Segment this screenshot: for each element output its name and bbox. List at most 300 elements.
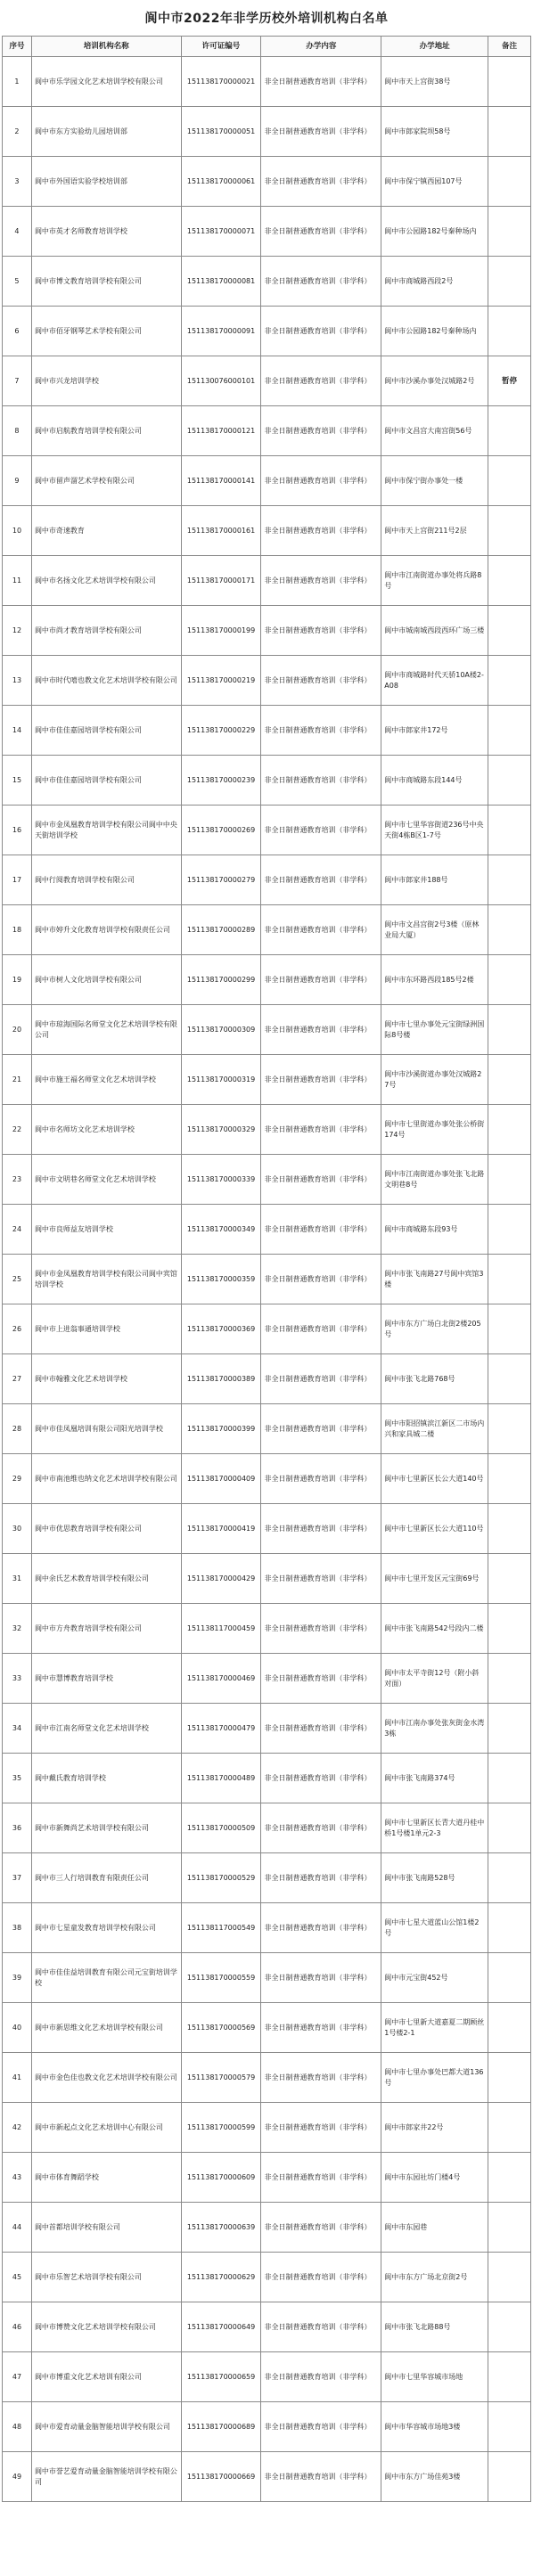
row-index: 30 — [3, 1504, 32, 1554]
address-cell: 阆中市商城路东段144号 — [381, 756, 488, 806]
row-index: 4 — [3, 207, 32, 257]
note-cell — [488, 2203, 531, 2253]
address-cell: 阆中市文昌宫大南宫街56号 — [381, 406, 488, 456]
note-cell — [488, 157, 531, 207]
org-name-cell: 阆中市七星童发教育培训学校有限公司 — [31, 1903, 181, 1953]
license-no-cell: 151138170000389 — [181, 1354, 261, 1404]
row-index: 39 — [3, 1953, 32, 2003]
license-no-cell: 151138170000219 — [181, 656, 261, 706]
org-name-cell: 阆中市爱育动量金脑智能培训学校有限公司 — [31, 2402, 181, 2452]
note-cell — [488, 406, 531, 456]
note-cell — [488, 1205, 531, 1255]
whitelist-table — [2, 36, 531, 2502]
org-name-cell: 阆中市时代嘻也教文化艺术培训学校有限公司 — [31, 656, 181, 706]
license-no-cell: 151138170000479 — [181, 1704, 261, 1754]
note-cell — [488, 207, 531, 257]
row-index: 1 — [3, 57, 32, 107]
license-no-cell: 151138170000269 — [181, 806, 261, 855]
note-cell — [488, 1504, 531, 1554]
row-index: 28 — [3, 1404, 32, 1454]
content-cell: 非全日制普通教育培训（非学科） — [261, 1205, 381, 1255]
row-index: 9 — [3, 456, 32, 506]
license-no-cell: 151138170000609 — [181, 2153, 261, 2203]
org-name-cell: 阆中市名师坊文化艺术培训学校 — [31, 1105, 181, 1155]
address-cell: 阆中市七里新区长青大道丹桂中桥1号楼1单元2-3 — [381, 1803, 488, 1853]
org-name-cell: 阆中市婷升文化教育培训学校有限责任公司 — [31, 905, 181, 955]
row-index: 37 — [3, 1853, 32, 1903]
org-name-cell: 阆中市金凤凰教育培训学校有限公司阆中中央天街培训学校 — [31, 806, 181, 855]
license-no-cell: 151138170000659 — [181, 2352, 261, 2402]
content-cell: 非全日制普通教育培训（非学科） — [261, 1754, 381, 1803]
table-row — [3, 2153, 531, 2203]
note-cell — [488, 2103, 531, 2153]
table-row — [3, 1953, 531, 2003]
note-cell — [488, 1654, 531, 1704]
org-name-cell: 阆中市博重文化艺术培训有限公司 — [31, 2352, 181, 2402]
table-row — [3, 356, 531, 406]
address-cell: 阆中市郎家井188号 — [381, 855, 488, 905]
note-cell — [488, 2402, 531, 2452]
row-index: 36 — [3, 1803, 32, 1853]
license-no-cell: 151138170000319 — [181, 1055, 261, 1105]
row-index: 35 — [3, 1754, 32, 1803]
address-cell: 阆中市东园巷 — [381, 2203, 488, 2253]
org-name-cell: 阆中市良师益友培训学校 — [31, 1205, 181, 1255]
table-row — [3, 656, 531, 706]
org-name-cell: 阆中市兴龙培训学校 — [31, 356, 181, 406]
note-cell — [488, 2253, 531, 2302]
org-name-cell: 阆中市方舟教育培训学校有限公司 — [31, 1604, 181, 1654]
content-cell: 非全日制普通教育培训（非学科） — [261, 207, 381, 257]
table-row — [3, 2253, 531, 2302]
note-cell — [488, 806, 531, 855]
content-cell: 非全日制普通教育培训（非学科） — [261, 2003, 381, 2053]
table-row — [3, 1903, 531, 1953]
content-cell: 非全日制普通教育培训（非学科） — [261, 1255, 381, 1304]
address-cell: 阆中市张飞南路528号 — [381, 1853, 488, 1903]
license-no-cell: 151138170000629 — [181, 2253, 261, 2302]
note-cell — [488, 257, 531, 307]
content-cell: 非全日制普通教育培训（非学科） — [261, 1454, 381, 1504]
content-cell: 非全日制普通教育培训（非学科） — [261, 1903, 381, 1953]
row-index: 26 — [3, 1304, 32, 1354]
org-name-cell: 阆中市佳佳益培训教育有限公司元宝街培训学校 — [31, 1953, 181, 2003]
address-cell: 阆中市江南办事处张灰街金水湾3栋 — [381, 1704, 488, 1754]
address-cell: 阆中市江南街道办事处张飞北路文明巷8号 — [381, 1155, 488, 1205]
license-no-cell: 151138170000689 — [181, 2402, 261, 2452]
address-cell: 阆中市东园社坊门楼4号 — [381, 2153, 488, 2203]
row-index: 22 — [3, 1105, 32, 1155]
address-cell: 阆中市保宁镇西园107号 — [381, 157, 488, 207]
note-cell — [488, 756, 531, 806]
org-name-cell: 阆中市佳佳嘉园培训学校有限公司 — [31, 706, 181, 756]
row-index: 40 — [3, 2003, 32, 2053]
org-name-cell: 阆中市博赞文化艺术培训学校有限公司 — [31, 2302, 181, 2352]
content-cell: 非全日制普通教育培训（非学科） — [261, 57, 381, 107]
note-cell — [488, 606, 531, 656]
table-row — [3, 1304, 531, 1354]
org-name-cell: 阆中市优思教育培训学校有限公司 — [31, 1504, 181, 1554]
row-index: 10 — [3, 506, 32, 556]
org-name-cell: 阆中市留声溜艺术学校有限公司 — [31, 456, 181, 506]
org-name-cell: 阆中市树人文化培训学校有限公司 — [31, 955, 181, 1005]
address-cell: 阆中市保宁街办事处一楼 — [381, 456, 488, 506]
note-cell — [488, 2302, 531, 2352]
table-row — [3, 1803, 531, 1853]
content-cell: 非全日制普通教育培训（非学科） — [261, 1504, 381, 1554]
table-row — [3, 456, 531, 506]
license-no-cell: 151138170000489 — [181, 1754, 261, 1803]
note-cell — [488, 1005, 531, 1055]
table-row — [3, 1155, 531, 1205]
license-no-cell: 151138170000649 — [181, 2302, 261, 2352]
content-cell: 非全日制普通教育培训（非学科） — [261, 756, 381, 806]
address-cell: 阆中市东方广场白北街2楼205号 — [381, 1304, 488, 1354]
table-row — [3, 2402, 531, 2452]
content-cell: 非全日制普通教育培训（非学科） — [261, 356, 381, 406]
table-row — [3, 2053, 531, 2103]
address-cell: 阆中市郎家井172号 — [381, 706, 488, 756]
row-index: 44 — [3, 2203, 32, 2253]
address-cell: 阆中市七里办事处元宝街绿洲国际8号楼 — [381, 1005, 488, 1055]
address-cell: 阆中市城南城西段西环广场三楼 — [381, 606, 488, 656]
row-index: 7 — [3, 356, 32, 406]
note-cell: 暂停 — [488, 356, 531, 406]
content-cell: 非全日制普通教育培训（非学科） — [261, 2153, 381, 2203]
address-cell: 阆中市江南街道办事处将兵路8号 — [381, 556, 488, 606]
content-cell: 非全日制普通教育培训（非学科） — [261, 307, 381, 356]
note-cell — [488, 2003, 531, 2053]
note-cell — [488, 905, 531, 955]
license-no-cell: 151138117000459 — [181, 1604, 261, 1654]
content-cell: 非全日制普通教育培训（非学科） — [261, 706, 381, 756]
license-no-cell: 151130076000101 — [181, 356, 261, 406]
org-name-cell: 阆中市尚才教育培训学校有限公司 — [31, 606, 181, 656]
content-cell: 非全日制普通教育培训（非学科） — [261, 2103, 381, 2153]
address-cell: 阆中市东方广场佳苑3楼 — [381, 2452, 488, 2502]
license-no-cell: 151138170000329 — [181, 1105, 261, 1155]
org-name-cell: 阆中市施王福名师堂文化艺术培训学校 — [31, 1055, 181, 1105]
row-index: 21 — [3, 1055, 32, 1105]
license-no-cell: 151138170000429 — [181, 1554, 261, 1604]
address-cell: 阆中市商城路时代天骄10A楼2-A08 — [381, 656, 488, 706]
license-no-cell: 151138170000299 — [181, 955, 261, 1005]
license-no-cell: 151138170000419 — [181, 1504, 261, 1554]
content-cell: 非全日制普通教育培训（非学科） — [261, 1354, 381, 1404]
table-row — [3, 157, 531, 207]
note-cell — [488, 1404, 531, 1454]
table-row — [3, 1005, 531, 1055]
note-cell — [488, 855, 531, 905]
header-index: 序号 — [3, 37, 32, 57]
row-index: 16 — [3, 806, 32, 855]
content-cell: 非全日制普通教育培训（非学科） — [261, 1604, 381, 1654]
license-no-cell: 151138170000309 — [181, 1005, 261, 1055]
org-name-cell: 阆中市上进翁事通培训学校 — [31, 1304, 181, 1354]
org-name-cell: 阆中市江南名师堂文化艺术培训学校 — [31, 1704, 181, 1754]
content-cell: 非全日制普通教育培训（非学科） — [261, 2302, 381, 2352]
address-cell: 阆中市七里新区长公大道140号 — [381, 1454, 488, 1504]
table-row — [3, 2352, 531, 2402]
table-row — [3, 257, 531, 307]
org-name-cell: 阆中市翰雅文化艺术培训学校 — [31, 1354, 181, 1404]
content-cell: 非全日制普通教育培训（非学科） — [261, 2402, 381, 2452]
license-no-cell: 151138170000559 — [181, 1953, 261, 2003]
row-index: 31 — [3, 1554, 32, 1604]
note-cell — [488, 57, 531, 107]
address-cell: 阆中市张飞北路88号 — [381, 2302, 488, 2352]
content-cell: 非全日制普通教育培训（非学科） — [261, 1554, 381, 1604]
org-name-cell: 阆中市文明巷名师堂文化艺术培训学校 — [31, 1155, 181, 1205]
org-name-cell: 阆中市名扬文化艺术培训学校有限公司 — [31, 556, 181, 606]
content-cell: 非全日制普通教育培训（非学科） — [261, 257, 381, 307]
table-row — [3, 1704, 531, 1754]
content-cell: 非全日制普通教育培训（非学科） — [261, 2053, 381, 2103]
table-row — [3, 1205, 531, 1255]
row-index: 2 — [3, 107, 32, 157]
row-index: 19 — [3, 955, 32, 1005]
org-name-cell: 阆中市琼海国际名师堂文化艺术培训学校有限公司 — [31, 1005, 181, 1055]
address-cell: 阆中市七里华容城市场地 — [381, 2352, 488, 2402]
license-no-cell: 151138170000141 — [181, 456, 261, 506]
org-name-cell: 阆中市南池维也纳文化艺术培训学校有限公司 — [31, 1454, 181, 1504]
row-index: 5 — [3, 257, 32, 307]
org-name-cell: 阆中市乐智艺术培训学校有限公司 — [31, 2253, 181, 2302]
note-cell — [488, 107, 531, 157]
table-header-row — [3, 37, 531, 57]
org-name-cell: 阆中市博文教育培训学校有限公司 — [31, 257, 181, 307]
row-index: 18 — [3, 905, 32, 955]
license-no-cell: 151138170000051 — [181, 107, 261, 157]
address-cell: 阆中市东方广场北京街2号 — [381, 2253, 488, 2302]
table-row — [3, 556, 531, 606]
table-row — [3, 107, 531, 157]
content-cell: 非全日制普通教育培训（非学科） — [261, 506, 381, 556]
license-no-cell: 151138170000199 — [181, 606, 261, 656]
content-cell: 非全日制普通教育培训（非学科） — [261, 1105, 381, 1155]
note-cell — [488, 1255, 531, 1304]
content-cell: 非全日制普通教育培训（非学科） — [261, 1404, 381, 1454]
license-no-cell: 151138170000509 — [181, 1803, 261, 1853]
row-index: 24 — [3, 1205, 32, 1255]
address-cell: 阆中市阳招镇滨江新区二市场内兴和家具城二楼 — [381, 1404, 488, 1454]
org-name-cell: 阆中市英才名师教育培训学校 — [31, 207, 181, 257]
content-cell: 非全日制普通教育培训（非学科） — [261, 855, 381, 905]
address-cell: 阆中市沙溪办事处汉城路2号 — [381, 356, 488, 406]
address-cell: 阆中市七里街道办事处张公桥街174号 — [381, 1105, 488, 1155]
note-cell — [488, 1953, 531, 2003]
license-no-cell: 151138170000579 — [181, 2053, 261, 2103]
row-index: 23 — [3, 1155, 32, 1205]
license-no-cell: 151138170000289 — [181, 905, 261, 955]
content-cell: 非全日制普通教育培训（非学科） — [261, 1654, 381, 1704]
org-name-cell: 阆中余氏艺术教育培训学校有限公司 — [31, 1554, 181, 1604]
license-no-cell: 151138170000369 — [181, 1304, 261, 1354]
license-no-cell: 151138170000359 — [181, 1255, 261, 1304]
note-cell — [488, 2352, 531, 2402]
address-cell: 阆中市七里新区长公大道110号 — [381, 1504, 488, 1554]
org-name-cell: 阆中市三人行培训教育有限责任公司 — [31, 1853, 181, 1903]
license-no-cell: 151138170000091 — [181, 307, 261, 356]
table-row — [3, 1604, 531, 1654]
license-no-cell: 151138170000569 — [181, 2003, 261, 2053]
note-cell — [488, 1604, 531, 1654]
license-no-cell: 151138170000161 — [181, 506, 261, 556]
address-cell: 阆中市七星大道蓝山公馆1楼2号 — [381, 1903, 488, 1953]
note-cell — [488, 1903, 531, 1953]
license-no-cell: 151138170000409 — [181, 1454, 261, 1504]
org-name-cell: 阆中戴氏教育培训学校 — [31, 1754, 181, 1803]
note-cell — [488, 556, 531, 606]
content-cell: 非全日制普通教育培训（非学科） — [261, 107, 381, 157]
header-content: 办学内容 — [261, 37, 381, 57]
table-row — [3, 756, 531, 806]
content-cell: 非全日制普通教育培训（非学科） — [261, 2452, 381, 2502]
license-no-cell: 151138170000639 — [181, 2203, 261, 2253]
row-index: 13 — [3, 656, 32, 706]
table-row — [3, 1654, 531, 1704]
row-index: 43 — [3, 2153, 32, 2203]
note-cell — [488, 2053, 531, 2103]
address-cell: 阆中市东环路西段185号2楼 — [381, 955, 488, 1005]
org-name-cell: 阆中市金凤凰教育培训学校有限公司阆中宾馆培训学校 — [31, 1255, 181, 1304]
org-name-cell: 阆中市慧博教育培训学校 — [31, 1654, 181, 1704]
address-cell: 阆中市郎家井22号 — [381, 2103, 488, 2153]
address-cell: 阆中市七里华容街道236号中央天街4栋B区1-7号 — [381, 806, 488, 855]
row-index: 8 — [3, 406, 32, 456]
header-org-name: 培训机构名称 — [31, 37, 181, 57]
table-row — [3, 955, 531, 1005]
note-cell — [488, 1055, 531, 1105]
content-cell: 非全日制普通教育培训（非学科） — [261, 406, 381, 456]
content-cell: 非全日制普通教育培训（非学科） — [261, 606, 381, 656]
note-cell — [488, 307, 531, 356]
content-cell: 非全日制普通教育培训（非学科） — [261, 806, 381, 855]
content-cell: 非全日制普通教育培训（非学科） — [261, 1803, 381, 1853]
table-row — [3, 1853, 531, 1903]
license-no-cell: 151138170000469 — [181, 1654, 261, 1704]
address-cell: 阆中市公园路182号秦种场内 — [381, 207, 488, 257]
address-cell: 阆中市文昌宫街2号3楼（原林业局大厦） — [381, 905, 488, 955]
table-row — [3, 1105, 531, 1155]
license-no-cell: 151138170000021 — [181, 57, 261, 107]
row-index: 17 — [3, 855, 32, 905]
table-row — [3, 1754, 531, 1803]
table-row — [3, 855, 531, 905]
row-index: 33 — [3, 1654, 32, 1704]
org-name-cell: 阆中市佳佳嘉园培训学校有限公司 — [31, 756, 181, 806]
note-cell — [488, 1105, 531, 1155]
table-row — [3, 1255, 531, 1304]
content-cell: 非全日制普通教育培训（非学科） — [261, 2352, 381, 2402]
note-cell — [488, 1155, 531, 1205]
table-row — [3, 2452, 531, 2502]
note-cell — [488, 2153, 531, 2203]
note-cell — [488, 1304, 531, 1354]
address-cell: 阆中市七里新大道嘉夏二期顾丝1号楼2-1 — [381, 2003, 488, 2053]
page-title: 阆中市2022年非学历校外培训机构白名单 — [144, 12, 389, 26]
row-index: 49 — [3, 2452, 32, 2502]
table-row — [3, 207, 531, 257]
content-cell: 非全日制普通教育培训（非学科） — [261, 456, 381, 506]
content-cell: 非全日制普通教育培训（非学科） — [261, 157, 381, 207]
address-cell: 阆中市天上宫街211号2层 — [381, 506, 488, 556]
org-name-cell: 阆中市奇速教育 — [31, 506, 181, 556]
org-name-cell: 阆中市外国语实验学校培训部 — [31, 157, 181, 207]
note-cell — [488, 706, 531, 756]
note-cell — [488, 1354, 531, 1404]
license-no-cell: 151138170000171 — [181, 556, 261, 606]
license-no-cell: 151138170000061 — [181, 157, 261, 207]
table-row — [3, 2003, 531, 2053]
table-row — [3, 1554, 531, 1604]
table-row — [3, 1055, 531, 1105]
license-no-cell: 151138170000339 — [181, 1155, 261, 1205]
row-index: 38 — [3, 1903, 32, 1953]
address-cell: 阆中市张飞南路542号段内二楼 — [381, 1604, 488, 1654]
row-index: 3 — [3, 157, 32, 207]
table-row — [3, 1404, 531, 1454]
address-cell: 阆中市张飞北路768号 — [381, 1354, 488, 1404]
license-no-cell: 151138170000599 — [181, 2103, 261, 2153]
row-index: 42 — [3, 2103, 32, 2153]
row-index: 41 — [3, 2053, 32, 2103]
table-row — [3, 406, 531, 456]
note-cell — [488, 1704, 531, 1754]
table-row — [3, 606, 531, 656]
table-row — [3, 307, 531, 356]
address-cell: 阆中市七里开发区元宝街69号 — [381, 1554, 488, 1604]
table-row — [3, 1354, 531, 1404]
table-body — [3, 57, 531, 2502]
content-cell: 非全日制普通教育培训（非学科） — [261, 1853, 381, 1903]
table-row — [3, 2203, 531, 2253]
address-cell: 阆中市张飞南路374号 — [381, 1754, 488, 1803]
content-cell: 非全日制普通教育培训（非学科） — [261, 2203, 381, 2253]
table-row — [3, 506, 531, 556]
note-cell — [488, 1554, 531, 1604]
license-no-cell: 151138170000229 — [181, 706, 261, 756]
row-index: 46 — [3, 2302, 32, 2352]
content-cell: 非全日制普通教育培训（非学科） — [261, 656, 381, 706]
note-cell — [488, 955, 531, 1005]
row-index: 14 — [3, 706, 32, 756]
row-index: 20 — [3, 1005, 32, 1055]
row-index: 48 — [3, 2402, 32, 2452]
license-no-cell: 151138170000669 — [181, 2452, 261, 2502]
table-row — [3, 806, 531, 855]
table-row — [3, 2103, 531, 2153]
row-index: 11 — [3, 556, 32, 606]
org-name-cell: 阆中市体育舞蹈学校 — [31, 2153, 181, 2203]
content-cell: 非全日制普通教育培训（非学科） — [261, 905, 381, 955]
row-index: 27 — [3, 1354, 32, 1404]
content-cell: 非全日制普通教育培训（非学科） — [261, 955, 381, 1005]
note-cell — [488, 506, 531, 556]
org-name-cell: 阆中市乐学园文化艺术培训学校有限公司 — [31, 57, 181, 107]
license-no-cell: 151138117000549 — [181, 1903, 261, 1953]
table-row — [3, 1504, 531, 1554]
address-cell: 阆中市商城路东段93号 — [381, 1205, 488, 1255]
address-cell: 阆中市郎家院坝58号 — [381, 107, 488, 157]
table-row — [3, 706, 531, 756]
org-name-cell: 阆中市新起点文化艺术培训中心有限公司 — [31, 2103, 181, 2153]
address-cell: 阆中市公园路182号秦种场内 — [381, 307, 488, 356]
content-cell: 非全日制普通教育培训（非学科） — [261, 1155, 381, 1205]
table-row — [3, 1454, 531, 1504]
row-index: 32 — [3, 1604, 32, 1654]
row-index: 6 — [3, 307, 32, 356]
